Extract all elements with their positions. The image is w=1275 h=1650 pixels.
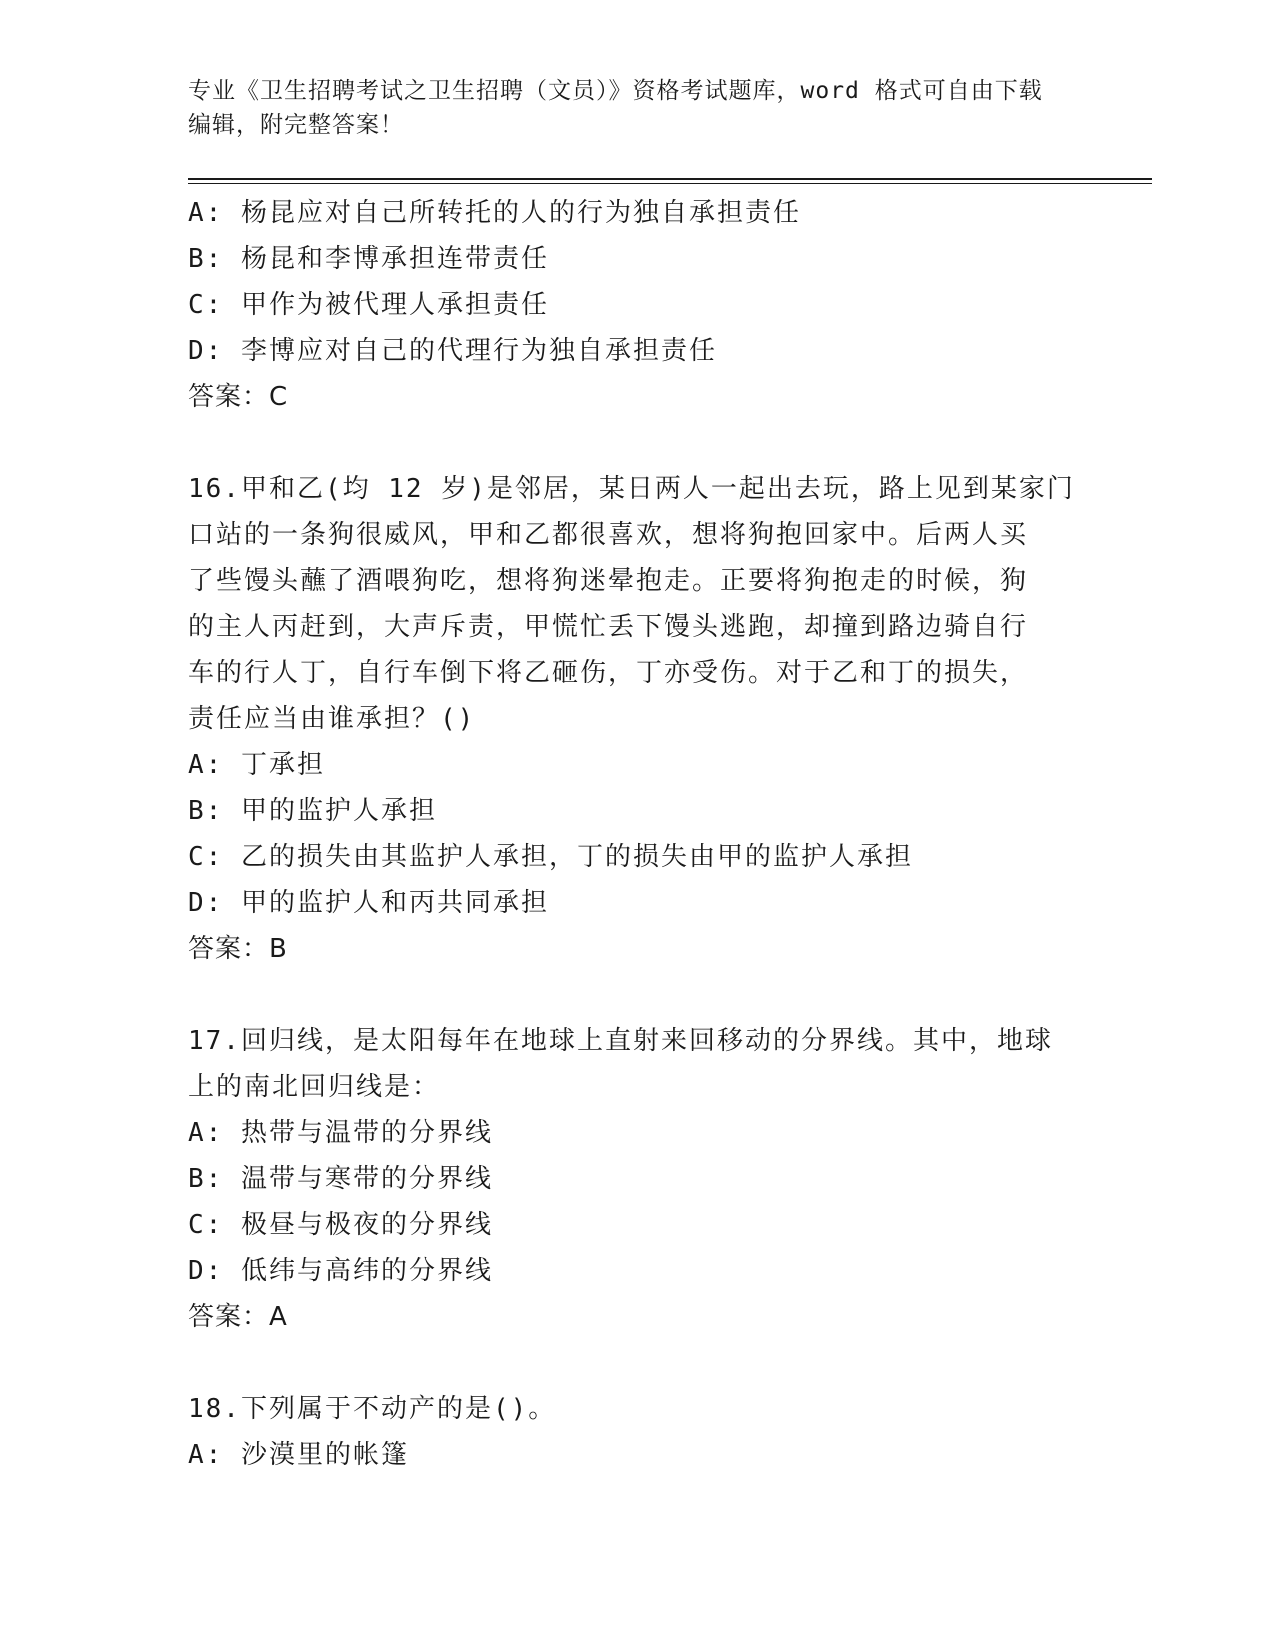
option-d: D: 低纬与高纬的分界线 (188, 1256, 493, 1286)
option-a: A: 丁承担 (188, 750, 325, 780)
question-text-line: 上的南北回归线是： (188, 1072, 441, 1102)
spacer (188, 420, 1088, 466)
option-d: D: 李博应对自己的代理行为独自承担责任 (188, 336, 717, 366)
question-text-line: 18.下列属于不动产的是()。 (188, 1394, 557, 1424)
header-divider-thin (188, 183, 1152, 184)
option-b: B: 杨昆和李博承担连带责任 (188, 244, 549, 274)
option-c: C: 乙的损失由其监护人承担，丁的损失由甲的监护人承担 (188, 842, 913, 872)
option-a: A: 沙漠里的帐篷 (188, 1440, 409, 1470)
question-text-line: 口站的一条狗很威风，甲和乙都很喜欢，想将狗抱回家中。后两人买 (188, 520, 1029, 550)
header-line-2: 编辑，附完整答案！ (188, 112, 404, 138)
option-a: A: 热带与温带的分界线 (188, 1118, 493, 1148)
header-divider (188, 178, 1152, 180)
question-16 (188, 466, 1088, 972)
question-text-line: 17.回归线，是太阳每年在地球上直射来回移动的分界线。其中，地球 (188, 1026, 1053, 1056)
document-header (188, 74, 1088, 142)
header-line-1: 专业《卫生招聘考试之卫生招聘（文员）》资格考试题库，word 格式可自由下载 (188, 78, 1043, 104)
document-body (188, 190, 1088, 1478)
question-text-line: 16.甲和乙(均 12 岁)是邻居，某日两人一起出去玩，路上见到某家门 (188, 474, 1075, 504)
option-a: A: 杨昆应对自己所转托的人的行为独自承担责任 (188, 198, 801, 228)
answer-line: 答案：A (188, 1302, 288, 1332)
question-18 (188, 1386, 1088, 1478)
spacer (188, 1340, 1088, 1386)
option-b: B: 温带与寒带的分界线 (188, 1164, 493, 1194)
question-text-line: 车的行人丁，自行车倒下将乙砸伤，丁亦受伤。对于乙和丁的损失， (188, 658, 1029, 688)
option-c: C: 甲作为被代理人承担责任 (188, 290, 549, 320)
spacer (188, 972, 1088, 1018)
question-text-line: 了些馒头蘸了酒喂狗吃，想将狗迷晕抱走。正要将狗抱走的时候，狗 (188, 566, 1029, 596)
question-15-tail (188, 190, 1088, 420)
answer-line: 答案：C (188, 382, 289, 412)
question-text-line: 责任应当由谁承担？() (188, 704, 476, 734)
option-b: B: 甲的监护人承担 (188, 796, 437, 826)
option-d: D: 甲的监护人和丙共同承担 (188, 888, 549, 918)
question-text-line: 的主人丙赶到，大声斥责，甲慌忙丢下馒头逃跑，却撞到路边骑自行 (188, 612, 1029, 642)
option-c: C: 极昼与极夜的分界线 (188, 1210, 493, 1240)
answer-line: 答案：B (188, 934, 288, 964)
question-17 (188, 1018, 1088, 1340)
